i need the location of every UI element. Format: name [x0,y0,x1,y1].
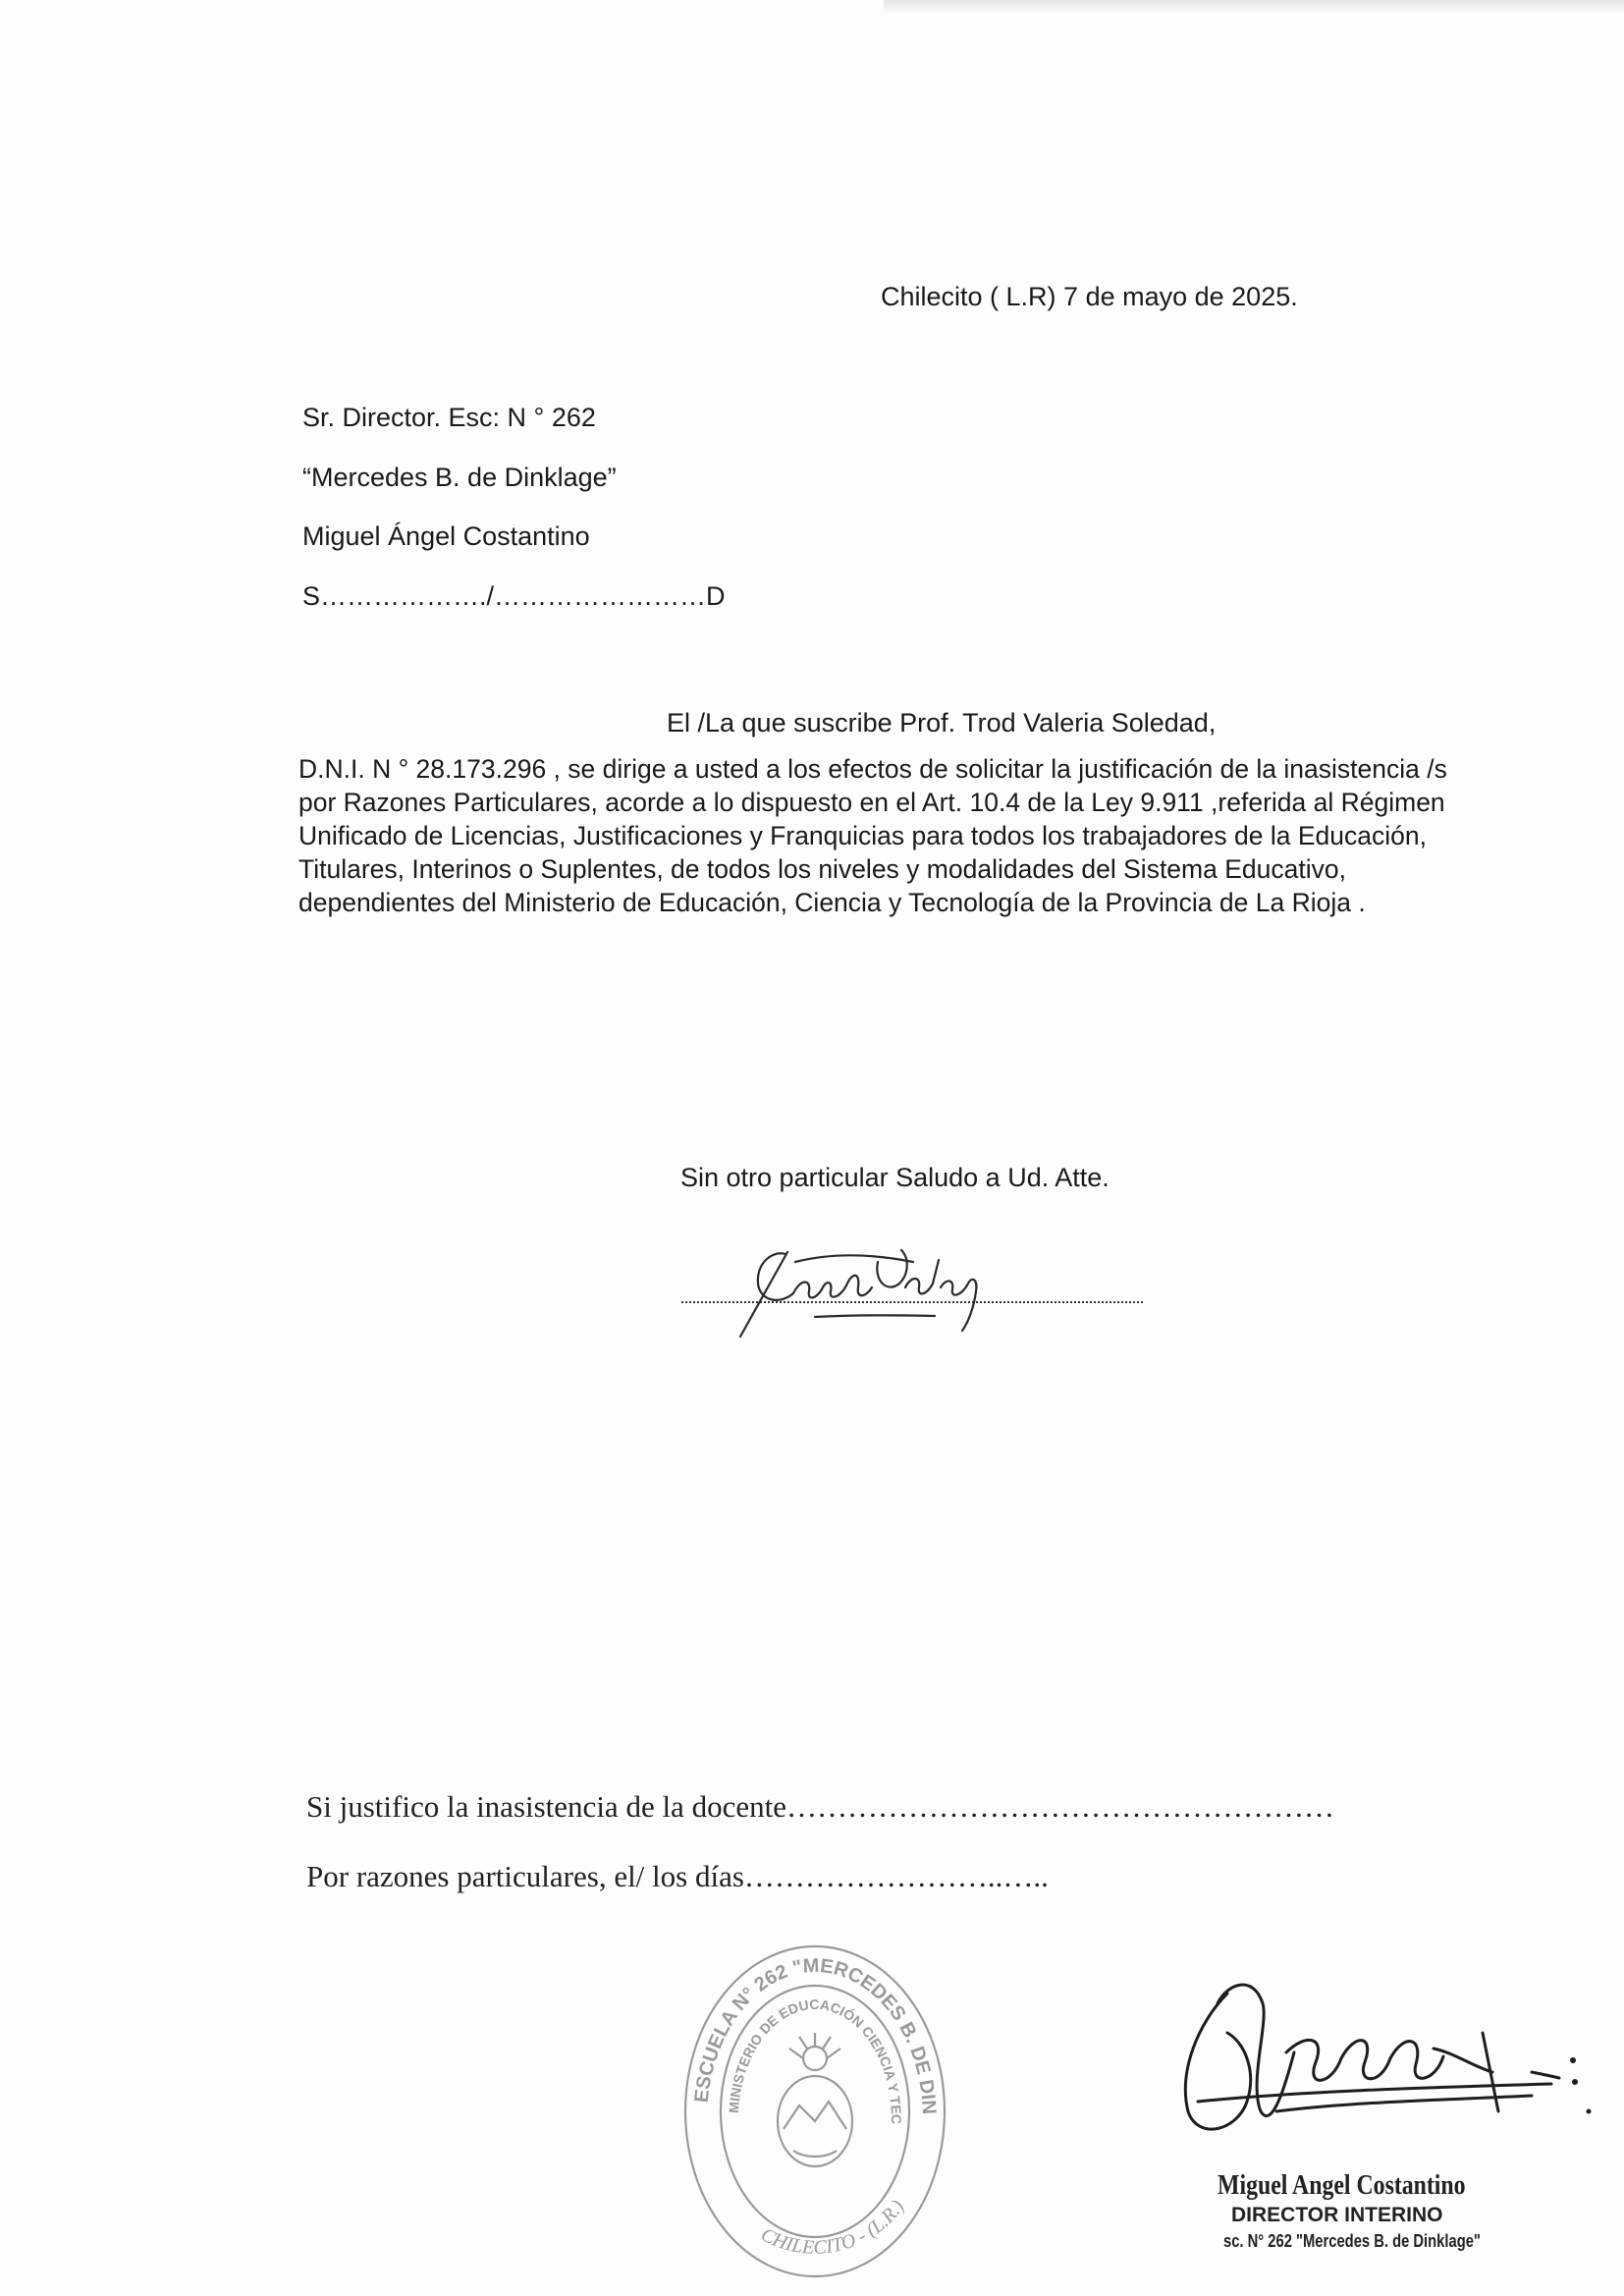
letter-intro: El /La que suscribe Prof. Trod Valeria Soledad, [667,708,1217,738]
stamp-bottom-text: CHILECITO - (L.R.) [757,2196,909,2259]
teacher-signature [677,1232,1149,1340]
director-school: sc. N° 262 "Mercedes B. de Dinklage" [1223,2231,1481,2251]
justification-line-2: Por razones particulares, el/ los días……………………..….. [306,1859,1049,1893]
school-seal-icon [677,1933,952,2286]
school-stamp [677,1933,952,2286]
stamp-outer-text: ESCUELA N° 262 "MERCEDES B. DE DIN [690,1954,941,2115]
director-title: DIRECTOR INTERINO [1231,2204,1443,2226]
recipient-line-1: Sr. Director. Esc: N ° 262 [302,403,596,432]
recipient-line-4: S………………./……………………D [302,581,726,611]
recipient-line-2: “Mercedes B. de Dinklage” [302,463,617,492]
stamp-inner-text: MINISTERIO DE EDUCACIÓN CIENCIA Y TEC [726,1995,905,2125]
body-line: dependientes del Ministerio de Educación, Ciencia y Tecnología de la Provincia de La Rioja . [298,888,1366,917]
body-line: Titulares, Interinos o Suplentes, de todos los niveles y modalidades del Sistema Educativo, [298,854,1346,884]
director-name: Miguel Angel Costantino [1218,2170,1466,2201]
director-signature-scribble-icon [1159,1964,1610,2160]
letter-date: Chilecito ( L.R) 7 de mayo de 2025. [881,282,1298,311]
letter-body [298,752,1457,919]
body-line: por Razones Particulares, acorde a lo dispuesto en el Art. 10.4 de la Ley 9.911 ,referida al Régimen [298,788,1445,817]
signature-scribble-icon [677,1232,1149,1340]
director-signature-block [1159,1964,1610,2288]
scan-shadow [884,0,1624,14]
letter-closing: Sin otro particular Saludo a Ud. Atte. [680,1163,1110,1192]
body-line: Unificado de Licencias, Justificaciones y Franquicias para todos los trabajadores de la Educación, [298,821,1427,850]
body-line: D.N.I. N ° 28.173.296 , se dirige a usted a los efectos de solicitar la justificación de la inasistencia /s [298,754,1447,784]
justification-line-1: Si justifico la inasistencia de la docente……………………………………………… [306,1789,1334,1824]
recipient-line-3: Miguel Ángel Costantino [302,521,590,551]
